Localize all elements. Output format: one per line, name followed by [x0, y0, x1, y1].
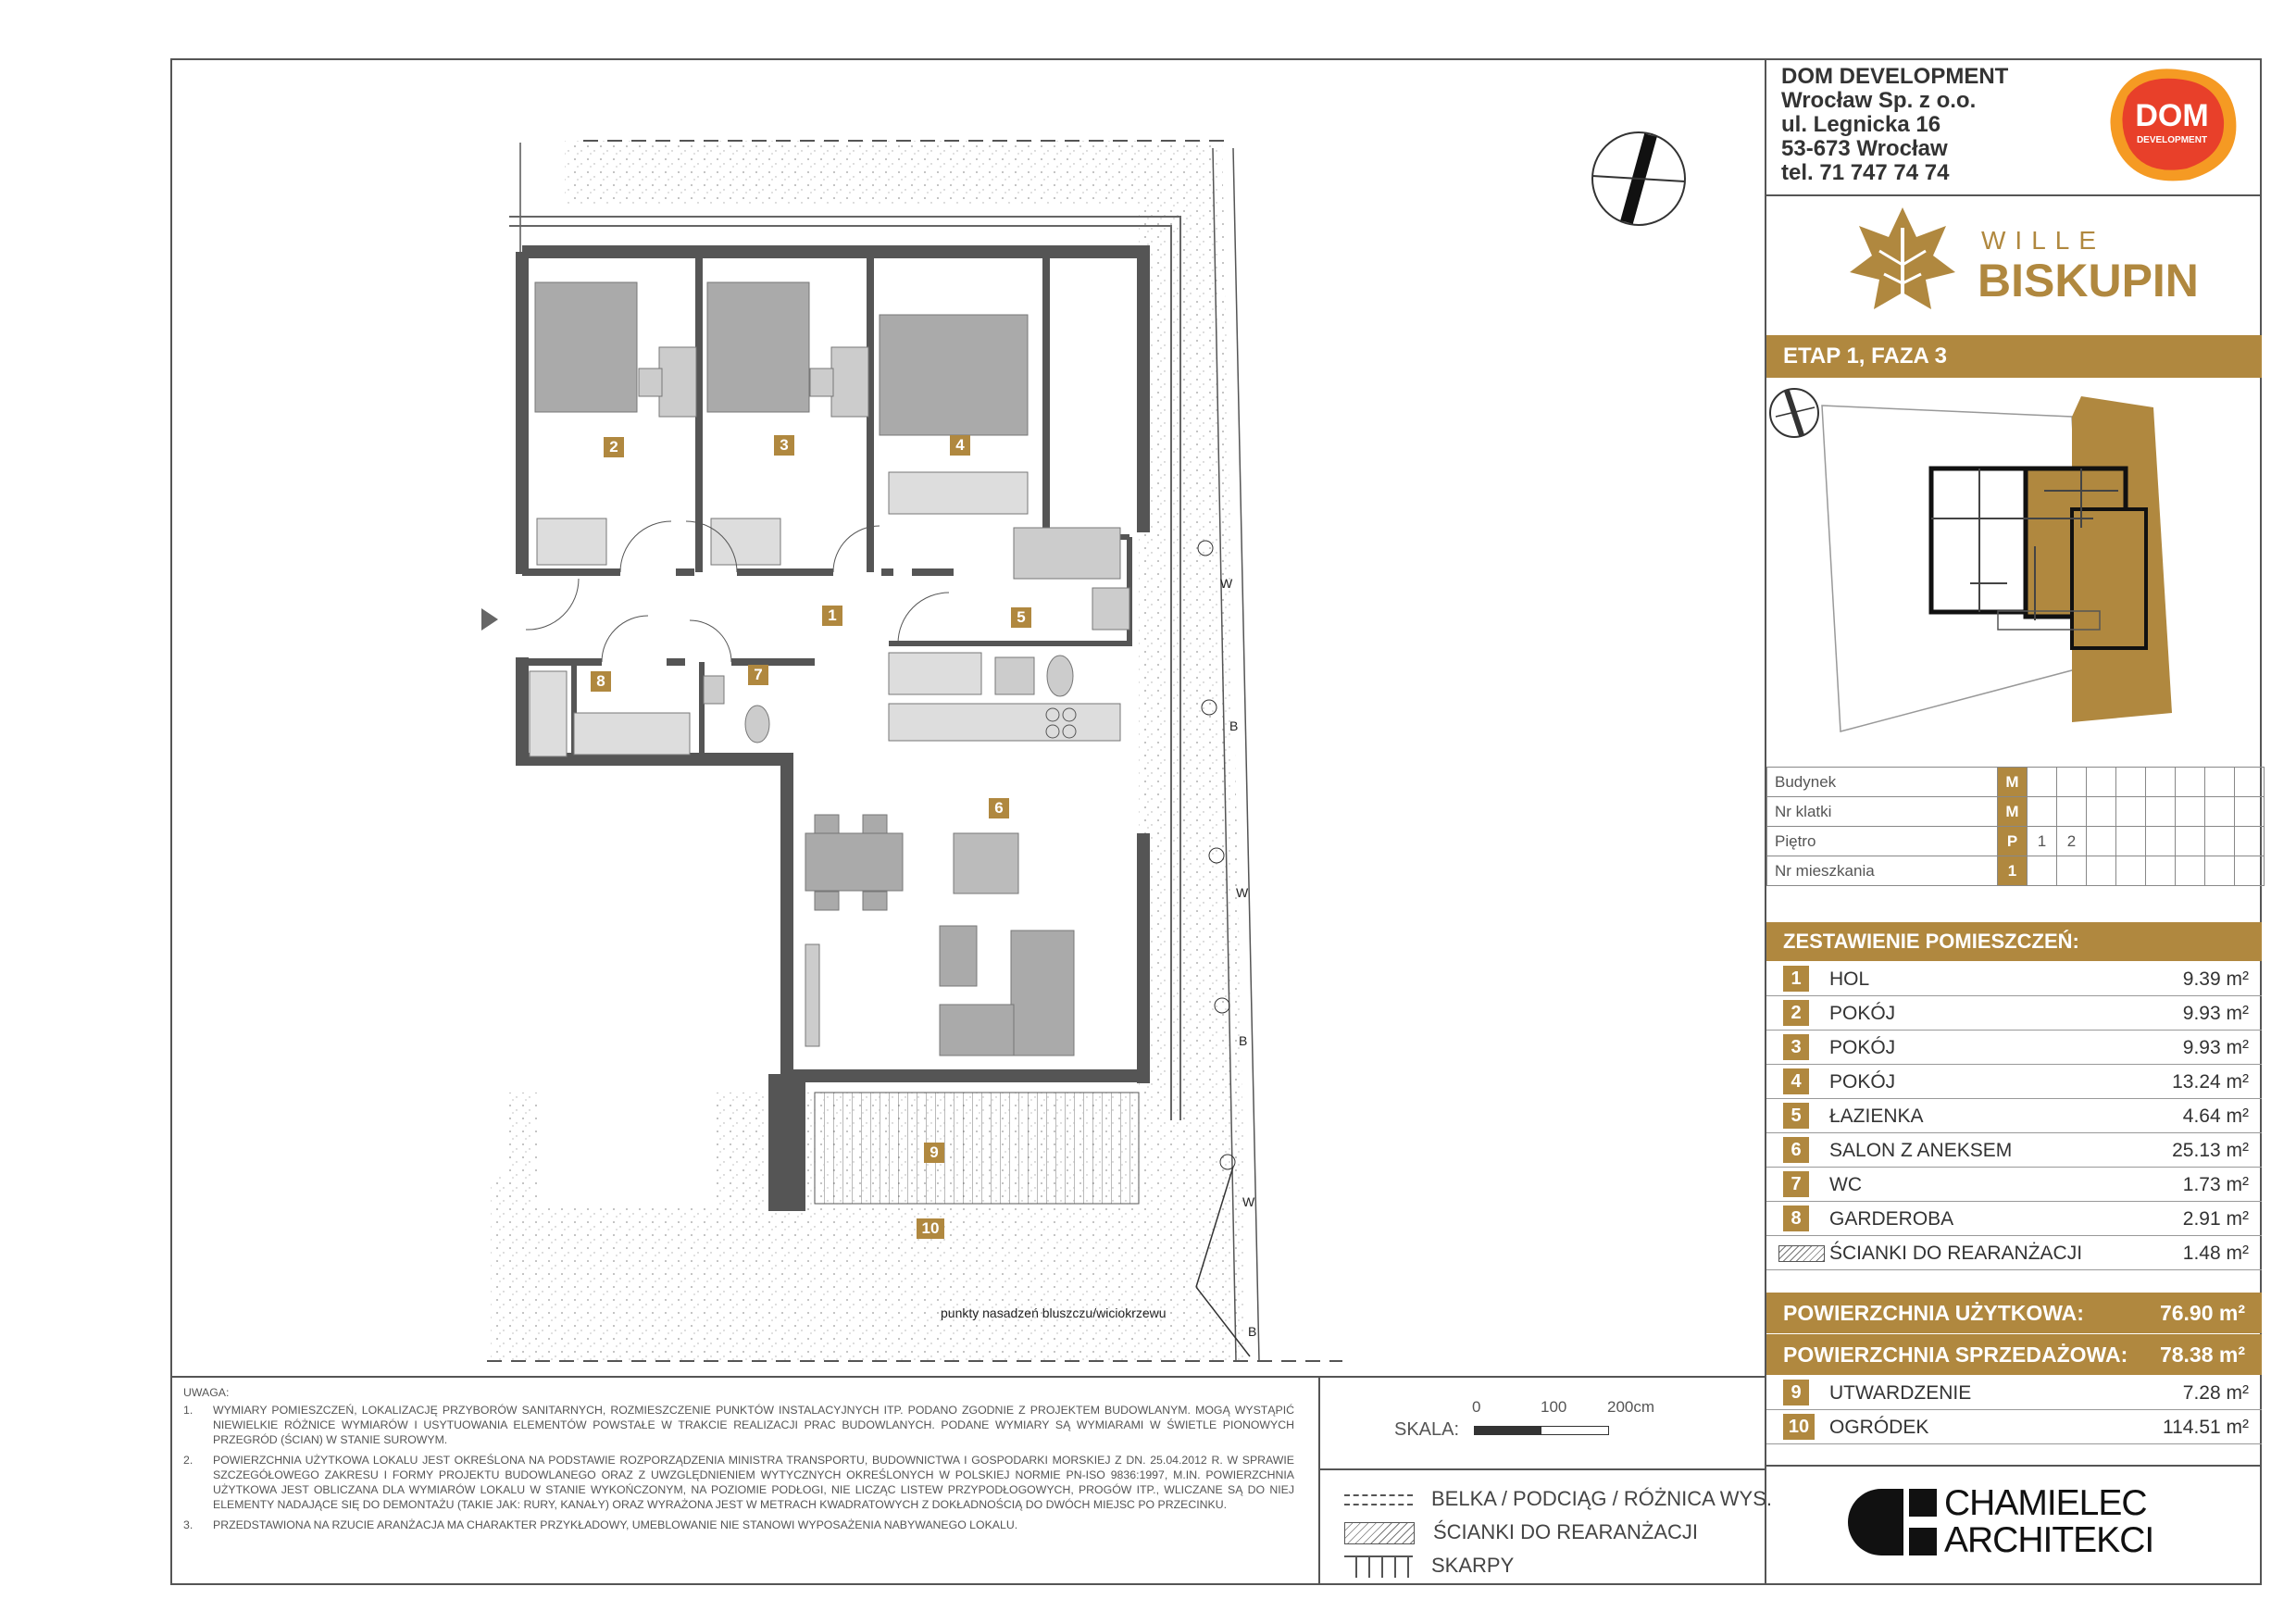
info-row-floor	[1767, 827, 2265, 856]
info-cell	[2176, 827, 2205, 856]
room-number: 7	[1783, 1171, 1809, 1197]
room-area: 4.64 m²	[2182, 1106, 2249, 1127]
room-area: 1.73 m²	[2182, 1174, 2249, 1195]
legend-slopes	[1344, 1554, 1514, 1578]
marker-label: W	[1236, 885, 1249, 900]
room-label: 3	[774, 435, 794, 456]
arch-divider	[1765, 1465, 2262, 1467]
info-cell: M	[1998, 768, 2028, 797]
legend-label: ŚCIANKI DO REARANŻACJI	[1433, 1520, 1699, 1543]
room-number: 5	[1783, 1103, 1809, 1129]
scale-bar	[1474, 1426, 1609, 1435]
site-key-plan	[1766, 380, 2262, 764]
room-label: 9	[924, 1143, 944, 1163]
biskupin-text: BISKUPIN	[1978, 255, 2199, 306]
info-cell	[2235, 768, 2265, 797]
dom-development-logo	[2102, 63, 2240, 185]
info-cell	[2087, 768, 2116, 797]
partitions-row	[1766, 1236, 2262, 1270]
room-label: 4	[950, 435, 970, 456]
room-row	[1766, 1031, 2262, 1065]
marker-label: W	[1220, 576, 1233, 591]
room-name: ŚCIANKI DO REARANŻACJI	[1829, 1243, 2083, 1264]
oak-leaf-icon	[1842, 200, 1963, 320]
room-name: SALON Z ANEKSEM	[1829, 1140, 2013, 1161]
info-cell	[2057, 856, 2087, 886]
room-label: 2	[604, 437, 624, 457]
info-cell	[2176, 797, 2205, 827]
room-row	[1766, 1099, 2262, 1133]
note-item	[183, 1453, 1294, 1512]
room-area: 25.13 m²	[2172, 1140, 2249, 1161]
hatch-icon	[1344, 1522, 1415, 1544]
total-value: 76.90 m²	[2159, 1301, 2245, 1325]
room-name: ŁAZIENKA	[1829, 1106, 1924, 1127]
company-line: 53-673 Wrocław	[1781, 136, 1948, 161]
scale-divider	[1318, 1468, 1765, 1470]
legend-divider	[1318, 1376, 1320, 1585]
info-cell	[2235, 797, 2265, 827]
room-area: 9.93 m²	[2182, 1003, 2249, 1024]
marker-label: B	[1229, 718, 1239, 733]
room-name: OGRÓDEK	[1829, 1417, 1929, 1438]
room-number: 2	[1783, 1000, 1809, 1026]
info-cell	[2176, 856, 2205, 886]
scale-label: SKALA:	[1394, 1419, 1460, 1440]
note-number: 1.	[183, 1404, 193, 1417]
room-label: 8	[591, 671, 611, 692]
marker-label: W	[1242, 1194, 1255, 1209]
company-line: Wrocław Sp. z o.o.	[1781, 88, 1977, 113]
sales-area-total	[1766, 1334, 2262, 1375]
room-number: 6	[1783, 1137, 1809, 1163]
room-name: WC	[1829, 1174, 1862, 1195]
north-arrow-icon	[1588, 128, 1690, 234]
note-item	[183, 1518, 1294, 1532]
info-label: Budynek	[1767, 768, 1998, 797]
info-label: Piętro	[1767, 827, 1998, 856]
wille-biskupin-logo	[1842, 200, 2199, 330]
room-number: 10	[1783, 1414, 1815, 1440]
info-cell	[2116, 768, 2146, 797]
info-cell	[2235, 827, 2265, 856]
marker-label: B	[1248, 1324, 1257, 1339]
floor-plan	[481, 130, 1370, 1375]
legend-partitions	[1344, 1520, 1698, 1544]
room-area: 13.24 m²	[2172, 1071, 2249, 1093]
footer-divider	[170, 1376, 1765, 1378]
total-label: POWIERZCHNIA UŻYTKOWA:	[1783, 1301, 2084, 1325]
scale-tick: 0	[1472, 1398, 1481, 1416]
info-cell	[2205, 856, 2235, 886]
info-cell	[2146, 797, 2176, 827]
info-cell	[2205, 827, 2235, 856]
info-cell: 1	[2028, 827, 2057, 856]
company-divider	[1765, 194, 2262, 196]
info-row-apartment	[1767, 856, 2265, 886]
marker-label: B	[1239, 1033, 1248, 1048]
room-label: 7	[748, 665, 768, 685]
info-cell: P	[1998, 827, 2028, 856]
room-label: 10	[917, 1218, 944, 1239]
info-cell	[2028, 856, 2057, 886]
info-cell	[2146, 827, 2176, 856]
room-row	[1766, 1376, 2262, 1410]
room-row	[1766, 1410, 2262, 1444]
room-row	[1766, 962, 2262, 996]
notes-block	[183, 1385, 1294, 1538]
room-area: 9.93 m²	[2182, 1037, 2249, 1058]
room-label: 5	[1011, 607, 1031, 628]
info-label: Nr mieszkania	[1767, 856, 1998, 886]
info-cell: 1	[1998, 856, 2028, 886]
company-line: DOM DEVELOPMENT	[1781, 64, 2009, 89]
legend-label: SKARPY	[1431, 1554, 1515, 1577]
room-row	[1766, 1202, 2262, 1236]
info-cell	[2176, 768, 2205, 797]
architect-suffix: ARCHITEKCI	[1944, 1520, 2154, 1560]
info-cell	[2116, 827, 2146, 856]
chamielec-logo-mark	[1848, 1489, 1937, 1560]
total-label: POWIERZCHNIA SPRZEDAŻOWA:	[1783, 1343, 2128, 1367]
room-number: 8	[1783, 1206, 1809, 1231]
unit-info-table	[1766, 767, 2265, 886]
legend-beam	[1344, 1487, 1772, 1511]
info-cell	[2146, 768, 2176, 797]
info-cell	[2205, 768, 2235, 797]
room-area: 9.39 m²	[2182, 968, 2249, 990]
info-cell	[2087, 856, 2116, 886]
room-number: 4	[1783, 1068, 1809, 1094]
room-name: POKÓJ	[1829, 1071, 1896, 1093]
room-name: UTWARDZENIE	[1829, 1382, 1972, 1404]
room-name: POKÓJ	[1829, 1003, 1896, 1024]
info-cell	[2028, 768, 2057, 797]
room-name: POKÓJ	[1829, 1037, 1896, 1058]
room-area: 114.51 m²	[2163, 1417, 2249, 1438]
room-area: 1.48 m²	[2182, 1243, 2249, 1264]
info-row-building	[1767, 768, 2265, 797]
info-row-staircase	[1767, 797, 2265, 827]
info-cell	[2116, 797, 2146, 827]
scale-tick: 200cm	[1607, 1398, 1655, 1416]
scale-tick: 100	[1541, 1398, 1567, 1416]
hatch-icon	[1778, 1245, 1825, 1262]
dashed-line-icon	[1344, 1494, 1413, 1505]
slope-icon	[1344, 1555, 1413, 1578]
architect-name: CHAMIELEC	[1944, 1483, 2147, 1523]
rooms-header: ZESTAWIENIE POMIESZCZEŃ:	[1766, 922, 2262, 961]
info-cell: 2	[2057, 827, 2087, 856]
room-name: GARDEROBA	[1829, 1208, 1954, 1230]
note-number: 3.	[183, 1518, 193, 1531]
company-address	[1781, 65, 2008, 185]
total-value: 78.38 m²	[2159, 1343, 2245, 1367]
info-cell	[2205, 797, 2235, 827]
room-area: 7.28 m²	[2182, 1382, 2249, 1404]
room-label: 1	[822, 606, 842, 626]
planting-note: punkty nasadzeń bluszczu/wiciokrzewu	[941, 1305, 1167, 1320]
room-number: 1	[1783, 966, 1809, 992]
room-row	[1766, 996, 2262, 1031]
stage-bar: ETAP 1, FAZA 3	[1766, 335, 2262, 378]
room-name: HOL	[1829, 968, 1870, 990]
info-cell	[2028, 797, 2057, 827]
note-item	[183, 1403, 1294, 1447]
notes-title: UWAGA:	[183, 1386, 230, 1399]
logo-development-text: DEVELOPMENT	[2136, 135, 2208, 145]
info-cell	[2146, 856, 2176, 886]
info-cell	[2057, 797, 2087, 827]
room-number: 3	[1783, 1034, 1809, 1060]
room-row	[1766, 1168, 2262, 1202]
room-area: 2.91 m²	[2182, 1208, 2249, 1230]
info-cell	[2087, 797, 2116, 827]
note-text: POWIERZCHNIA UŻYTKOWA LOKALU JEST OKREŚLONA NA PODSTAWIE ROZPORZĄDZENIA MINISTRA TRANSPORTU, BUDOWNICTWA I GOSPODARKI MORSKIEJ Z DN. 25.04.2012 R. W SPRAWIE SZCZEGÓŁOWEGO ZAKRESU I FORMY PROJEKTU BUDOWLANEGO ORAZ Z UWZGLĘDNIENIEM WYTYCZNYCH OKREŚLONYCH W POLSKIEJ NORMIE PN-ISO 9836:1997, M.IN. POWIERZCHNIA UŻYTKOWA JEST OBLICZANA DLA WYMIARÓW LOKALU W STANIE WYKOŃCZONYM, NA POZIOMIE PODŁOGI, NIE LICZĄC LISTEW PRZYPODŁOGOWYCH, PROGÓW ITP., WLICZANE SĄ DO NIEJ ELEMENTY NADAJĄCE SIĘ DO DEMONTAŻU (TAKIE JAK: RURY, KANAŁY) ORAZ WYRAŻONA JEST W METRACH KWADRATOWYCH Z DOKŁADNOŚCIĄ DO DWÓCH MIEJSC PO PRZECINKU.	[213, 1454, 1294, 1511]
room-row	[1766, 1133, 2262, 1168]
info-cell	[2057, 768, 2087, 797]
room-number: 9	[1783, 1380, 1809, 1405]
info-cell	[2116, 856, 2146, 886]
note-number: 2.	[183, 1454, 193, 1467]
legend-label: BELKA / PODCIĄG / RÓŻNICA WYS.	[1431, 1487, 1772, 1510]
room-row	[1766, 1065, 2262, 1099]
wille-text: WILLE	[1981, 226, 2106, 255]
company-line: tel. 71 747 74 74	[1781, 160, 1950, 185]
note-text: WYMIARY POMIESZCZEŃ, LOKALIZACJĘ PRZYBORÓW SANITARNYCH, ROZMIESZCZENIE PUNKTÓW INSTALACYJNYCH ITP. PODANO ZGODNIE Z PROJEKTEM BUDOWLANYM. MOGĄ WYSTĄPIĆ NIEWIELKIE RÓŻNICE WYMIARÓW I USYTUOWANIA ELEMENTÓW POWSTAŁE W TRAKCIE REALIZACJI PRAC BUDOWLANYCH. PODANE WYMIARY SĄ WYMIARAMI W ŚWIETLE PIONOWYCH PRZEGRÓD (ŚCIAN) W STANIE SUROWYM.	[213, 1404, 1294, 1446]
note-text: PRZEDSTAWIONA NA RZUCIE ARANŻACJA MA CHARAKTER PRZYKŁADOWY, UMEBLOWANIE NIE STANOWI WYPOSAŻENIA NABYWANEGO LOKALU.	[213, 1518, 1018, 1531]
company-line: ul. Legnicka 16	[1781, 112, 1941, 137]
info-cell	[2235, 856, 2265, 886]
room-label: 6	[989, 798, 1009, 818]
usable-area-total	[1766, 1293, 2262, 1333]
logo-dom-text: DOM	[2135, 98, 2209, 133]
info-cell	[2087, 827, 2116, 856]
info-label: Nr klatki	[1767, 797, 1998, 827]
info-cell: M	[1998, 797, 2028, 827]
